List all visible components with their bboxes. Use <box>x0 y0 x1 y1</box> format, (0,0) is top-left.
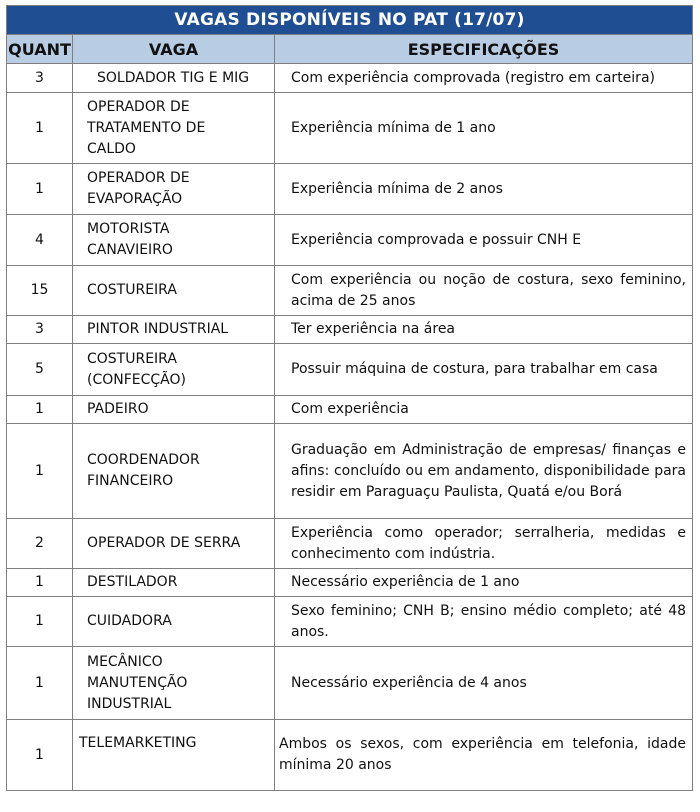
row-quant: 1 <box>7 720 73 791</box>
row-spec: Necessário experiência de 1 ano <box>275 569 693 597</box>
row-vaga <box>73 424 275 519</box>
row-vaga-text: OPERADOR DE EVAPORAÇÃO <box>87 170 190 207</box>
table-row <box>7 64 693 93</box>
row-quant: 1 <box>7 424 73 519</box>
row-vaga: COSTUREIRA <box>73 266 275 316</box>
row-spec: Ter experiência na área <box>275 316 693 344</box>
table-row <box>7 164 693 215</box>
row-spec: Graduação em Administração de empresas/ finanças e afins: concluído ou em andamento, disponibilidade para residir em Paraguaçu Paulista, Quatá e/ou Borá <box>275 424 693 519</box>
table-row <box>7 424 693 519</box>
row-spec: Sexo feminino; CNH B; ensino médio completo; até 48 anos. <box>275 597 693 647</box>
row-spec: Experiência mínima de 1 ano <box>275 93 693 164</box>
row-vaga: OPERADOR DE SERRA <box>73 519 275 569</box>
row-vaga-text: COORDENADOR FINANCEIRO <box>87 452 200 489</box>
header-especificacoes: ESPECIFICAÇÕES <box>275 35 693 64</box>
table-row <box>7 396 693 424</box>
row-spec: Possuir máquina de costura, para trabalhar em casa <box>275 344 693 396</box>
header-row <box>7 35 693 64</box>
table-row <box>7 519 693 569</box>
row-spec: Ambos os sexos, com experiência em telefonia, idade mínima 20 anos <box>275 720 693 791</box>
row-vaga: SOLDADOR TIG E MIG <box>73 64 275 93</box>
header-quant: QUANT <box>7 35 73 64</box>
row-vaga-text: COSTUREIRA (CONFECÇÃO) <box>87 350 186 388</box>
row-spec: Experiência comprovada e possuir CNH E <box>275 215 693 266</box>
row-spec: Com experiência ou noção de costura, sexo feminino, acima de 25 anos <box>275 266 693 316</box>
row-quant: 1 <box>7 396 73 424</box>
row-quant: 5 <box>7 344 73 396</box>
row-quant: 1 <box>7 597 73 647</box>
row-quant: 1 <box>7 164 73 215</box>
job-vacancies-table <box>6 5 693 791</box>
row-spec: Experiência mínima de 2 anos <box>275 164 693 215</box>
row-vaga <box>73 215 275 266</box>
row-quant: 1 <box>7 569 73 597</box>
table-row <box>7 597 693 647</box>
row-quant: 3 <box>7 316 73 344</box>
row-vaga <box>73 164 275 215</box>
row-quant: 3 <box>7 64 73 93</box>
row-vaga: PINTOR INDUSTRIAL <box>73 316 275 344</box>
row-quant: 2 <box>7 519 73 569</box>
row-spec: Com experiência comprovada (registro em carteira) <box>275 64 693 93</box>
table-title: VAGAS DISPONÍVEIS NO PAT (17/07) <box>7 6 693 35</box>
table-row <box>7 316 693 344</box>
row-quant: 4 <box>7 215 73 266</box>
row-vaga: DESTILADOR <box>73 569 275 597</box>
row-spec: Experiência como operador; serralheria, medidas e conhecimento com indústria. <box>275 519 693 569</box>
row-vaga-text: OPERADOR DE TRATAMENTO DE CALDO <box>87 98 206 157</box>
row-quant: 15 <box>7 266 73 316</box>
job-table-wrapper <box>6 5 692 791</box>
row-vaga <box>73 720 275 791</box>
row-vaga-text: MECÂNICO MANUTENÇÃO INDUSTRIAL <box>87 653 188 712</box>
title-row <box>7 6 693 35</box>
row-vaga: CUIDADORA <box>73 597 275 647</box>
row-vaga-text: MOTORISTA CANAVIEIRO <box>87 221 173 258</box>
row-spec: Necessário experiência de 4 anos <box>275 647 693 720</box>
row-vaga <box>73 647 275 720</box>
table-row <box>7 720 693 791</box>
table-row <box>7 215 693 266</box>
row-quant: 1 <box>7 93 73 164</box>
row-spec: Com experiência <box>275 396 693 424</box>
table-row <box>7 344 693 396</box>
row-vaga-text: TELEMARKETING <box>79 735 197 751</box>
row-vaga: PADEIRO <box>73 396 275 424</box>
row-quant: 1 <box>7 647 73 720</box>
table-row <box>7 647 693 720</box>
row-vaga <box>73 344 275 396</box>
header-vaga: VAGA <box>73 35 275 64</box>
row-vaga <box>73 93 275 164</box>
table-row <box>7 93 693 164</box>
table-row <box>7 266 693 316</box>
table-row <box>7 569 693 597</box>
